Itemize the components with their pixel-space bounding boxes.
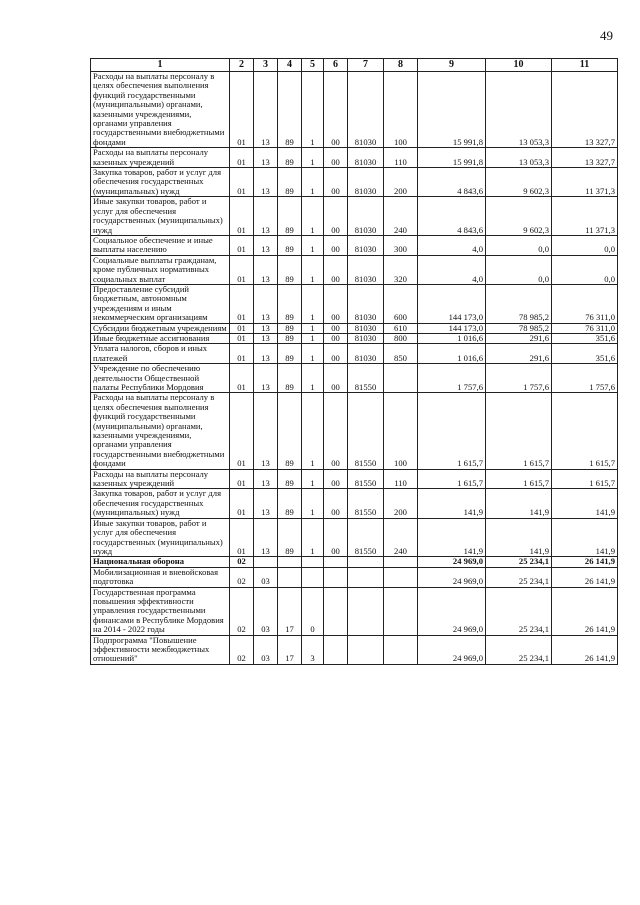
cell-amount-year-3: 141,9	[552, 518, 618, 557]
cell-section-code: 01	[230, 197, 254, 236]
cell-direction-code: 81550	[348, 364, 384, 393]
cell-subprogram-code: 1	[302, 344, 324, 364]
cell-amount-year-3: 26 141,9	[552, 635, 618, 664]
cell-row-name: Социальные выплаты гражданам, кроме публичных нормативных социальных выплат	[91, 255, 230, 284]
cell-event-code: 00	[324, 518, 348, 557]
cell-subsection-code: 13	[254, 489, 278, 518]
table-row	[91, 489, 618, 518]
cell-program-code: 89	[278, 333, 302, 343]
cell-subprogram-code: 1	[302, 72, 324, 148]
cell-event-code	[324, 635, 348, 664]
cell-subsection-code: 03	[254, 635, 278, 664]
cell-amount-year-2: 25 234,1	[486, 587, 552, 635]
cell-amount-year-2: 9 602,3	[486, 168, 552, 197]
cell-amount-year-3: 13 327,7	[552, 148, 618, 168]
cell-amount-year-3: 1 757,6	[552, 364, 618, 393]
cell-subprogram-code: 1	[302, 235, 324, 255]
cell-program-code	[278, 567, 302, 587]
cell-event-code: 00	[324, 235, 348, 255]
cell-expense-type: 110	[384, 469, 418, 489]
cell-subprogram-code: 3	[302, 635, 324, 664]
cell-amount-year-1: 4 843,6	[418, 168, 486, 197]
cell-program-code	[278, 557, 302, 567]
cell-event-code: 00	[324, 284, 348, 323]
cell-row-name: Иные бюджетные ассигнования	[91, 333, 230, 343]
cell-expense-type: 240	[384, 197, 418, 236]
cell-subsection-code: 13	[254, 168, 278, 197]
cell-amount-year-1: 4 843,6	[418, 197, 486, 236]
cell-event-code	[324, 587, 348, 635]
cell-amount-year-3: 141,9	[552, 489, 618, 518]
cell-amount-year-1: 15 991,8	[418, 148, 486, 168]
cell-amount-year-3: 11 371,3	[552, 197, 618, 236]
cell-row-name: Предоставление субсидий бюджетным, автономным учреждениям и иным некоммерческим организациям	[91, 284, 230, 323]
cell-expense-type	[384, 557, 418, 567]
cell-subprogram-code: 1	[302, 255, 324, 284]
cell-amount-year-1: 141,9	[418, 489, 486, 518]
cell-event-code: 00	[324, 489, 348, 518]
cell-amount-year-1: 144 173,0	[418, 284, 486, 323]
column-header: 1	[91, 59, 230, 72]
cell-expense-type	[384, 364, 418, 393]
cell-program-code: 89	[278, 148, 302, 168]
cell-section-code: 01	[230, 168, 254, 197]
column-header: 8	[384, 59, 418, 72]
cell-amount-year-2: 25 234,1	[486, 557, 552, 567]
cell-event-code: 00	[324, 323, 348, 333]
cell-direction-code: 81030	[348, 197, 384, 236]
cell-direction-code: 81030	[348, 148, 384, 168]
cell-program-code: 17	[278, 635, 302, 664]
cell-program-code: 89	[278, 393, 302, 469]
cell-amount-year-2: 1 757,6	[486, 364, 552, 393]
cell-subsection-code: 03	[254, 587, 278, 635]
cell-expense-type: 610	[384, 323, 418, 333]
cell-amount-year-1: 1 016,6	[418, 344, 486, 364]
cell-direction-code: 81030	[348, 255, 384, 284]
cell-amount-year-3: 351,6	[552, 333, 618, 343]
cell-row-name: Расходы на выплаты персоналу в целях обеспечения выполнения функций государственными (муниципальными) органами, казенными учреждениями, органами управления государственными внебюджетными фондами	[91, 72, 230, 148]
cell-program-code: 89	[278, 168, 302, 197]
cell-direction-code: 81550	[348, 489, 384, 518]
cell-amount-year-1: 1 757,6	[418, 364, 486, 393]
cell-section-code: 02	[230, 567, 254, 587]
cell-event-code: 00	[324, 197, 348, 236]
cell-expense-type: 200	[384, 168, 418, 197]
cell-amount-year-2: 13 053,3	[486, 148, 552, 168]
cell-direction-code: 81030	[348, 235, 384, 255]
cell-subsection-code: 13	[254, 148, 278, 168]
column-header: 5	[302, 59, 324, 72]
cell-program-code: 89	[278, 469, 302, 489]
cell-section-code: 01	[230, 469, 254, 489]
cell-subprogram-code: 1	[302, 168, 324, 197]
cell-subprogram-code: 0	[302, 587, 324, 635]
table-header-row	[91, 59, 618, 72]
cell-subprogram-code	[302, 557, 324, 567]
cell-section-code: 01	[230, 344, 254, 364]
cell-expense-type: 240	[384, 518, 418, 557]
cell-subprogram-code: 1	[302, 197, 324, 236]
cell-program-code: 89	[278, 235, 302, 255]
table-row	[91, 333, 618, 343]
cell-row-name: Расходы на выплаты персоналу в целях обеспечения выполнения функций государственными (муниципальными) органами, казенными учреждениями, органами управления государственными внебюджетными фондами	[91, 393, 230, 469]
table-row	[91, 168, 618, 197]
cell-subsection-code	[254, 557, 278, 567]
cell-program-code: 89	[278, 284, 302, 323]
cell-amount-year-2: 1 615,7	[486, 393, 552, 469]
cell-event-code	[324, 557, 348, 567]
budget-table	[90, 58, 618, 665]
cell-direction-code: 81030	[348, 333, 384, 343]
cell-amount-year-1: 15 991,8	[418, 72, 486, 148]
cell-amount-year-2: 9 602,3	[486, 197, 552, 236]
cell-direction-code	[348, 567, 384, 587]
cell-expense-type: 100	[384, 72, 418, 148]
column-header: 6	[324, 59, 348, 72]
column-header: 9	[418, 59, 486, 72]
cell-expense-type	[384, 587, 418, 635]
cell-event-code: 00	[324, 364, 348, 393]
cell-event-code: 00	[324, 168, 348, 197]
cell-expense-type: 110	[384, 148, 418, 168]
table-row	[91, 635, 618, 664]
cell-subsection-code: 13	[254, 518, 278, 557]
cell-program-code: 17	[278, 587, 302, 635]
cell-section-code: 01	[230, 323, 254, 333]
cell-subprogram-code: 1	[302, 489, 324, 518]
cell-row-name: Мобилизационная и вневойсковая подготовка	[91, 567, 230, 587]
cell-program-code: 89	[278, 255, 302, 284]
cell-program-code: 89	[278, 197, 302, 236]
cell-row-name: Подпрограмма "Повышение эффективности межбюджетных отношений"	[91, 635, 230, 664]
cell-subsection-code: 13	[254, 235, 278, 255]
cell-amount-year-1: 24 969,0	[418, 557, 486, 567]
cell-row-name: Уплата налогов, сборов и иных платежей	[91, 344, 230, 364]
cell-amount-year-1: 24 969,0	[418, 635, 486, 664]
cell-section-code: 01	[230, 333, 254, 343]
cell-subsection-code: 13	[254, 333, 278, 343]
cell-subprogram-code: 1	[302, 284, 324, 323]
cell-program-code: 89	[278, 489, 302, 518]
cell-subsection-code: 13	[254, 323, 278, 333]
table-row	[91, 518, 618, 557]
cell-direction-code	[348, 587, 384, 635]
cell-amount-year-1: 1 615,7	[418, 393, 486, 469]
cell-program-code: 89	[278, 72, 302, 148]
cell-amount-year-1: 141,9	[418, 518, 486, 557]
table-row	[91, 557, 618, 567]
cell-amount-year-2: 25 234,1	[486, 635, 552, 664]
table-row	[91, 344, 618, 364]
cell-expense-type: 850	[384, 344, 418, 364]
cell-section-code: 02	[230, 635, 254, 664]
cell-section-code: 02	[230, 587, 254, 635]
cell-event-code: 00	[324, 148, 348, 168]
cell-amount-year-3: 0,0	[552, 235, 618, 255]
cell-subprogram-code	[302, 567, 324, 587]
cell-expense-type: 300	[384, 235, 418, 255]
cell-row-name: Государственная программа повышения эффективности управления государственными финансами в Республике Мордовия на 2014 - 2022 годы	[91, 587, 230, 635]
cell-amount-year-2: 78 985,2	[486, 323, 552, 333]
table-row	[91, 148, 618, 168]
table-row	[91, 284, 618, 323]
cell-program-code: 89	[278, 344, 302, 364]
cell-subsection-code: 13	[254, 284, 278, 323]
column-header: 3	[254, 59, 278, 72]
cell-section-code: 01	[230, 364, 254, 393]
cell-subsection-code: 13	[254, 255, 278, 284]
cell-direction-code: 81550	[348, 393, 384, 469]
cell-program-code: 89	[278, 364, 302, 393]
cell-row-name: Иные закупки товаров, работ и услуг для обеспечения государственных (муниципальных) нужд	[91, 197, 230, 236]
cell-direction-code: 81030	[348, 323, 384, 333]
table-row	[91, 323, 618, 333]
cell-section-code: 01	[230, 284, 254, 323]
cell-section-code: 01	[230, 489, 254, 518]
cell-expense-type	[384, 635, 418, 664]
cell-section-code: 02	[230, 557, 254, 567]
cell-event-code: 00	[324, 393, 348, 469]
cell-subprogram-code: 1	[302, 518, 324, 557]
column-header: 4	[278, 59, 302, 72]
cell-amount-year-3: 1 615,7	[552, 393, 618, 469]
cell-amount-year-2: 291,6	[486, 344, 552, 364]
cell-amount-year-3: 11 371,3	[552, 168, 618, 197]
cell-amount-year-2: 0,0	[486, 255, 552, 284]
column-header: 11	[552, 59, 618, 72]
cell-subsection-code: 13	[254, 72, 278, 148]
cell-row-name: Национальная оборона	[91, 557, 230, 567]
cell-event-code: 00	[324, 72, 348, 148]
cell-subprogram-code: 1	[302, 333, 324, 343]
table-row	[91, 72, 618, 148]
cell-event-code: 00	[324, 333, 348, 343]
cell-row-name: Иные закупки товаров, работ и услуг для обеспечения государственных (муниципальных) нужд	[91, 518, 230, 557]
cell-amount-year-1: 144 173,0	[418, 323, 486, 333]
cell-row-name: Закупка товаров, работ и услуг для обеспечения государственных (муниципальных) нужд	[91, 168, 230, 197]
cell-expense-type: 100	[384, 393, 418, 469]
cell-expense-type	[384, 567, 418, 587]
cell-subsection-code: 13	[254, 364, 278, 393]
cell-expense-type: 600	[384, 284, 418, 323]
table-row	[91, 393, 618, 469]
cell-subsection-code: 13	[254, 344, 278, 364]
table-row	[91, 469, 618, 489]
cell-amount-year-2: 141,9	[486, 489, 552, 518]
cell-amount-year-3: 0,0	[552, 255, 618, 284]
cell-amount-year-1: 1 016,6	[418, 333, 486, 343]
cell-amount-year-3: 1 615,7	[552, 469, 618, 489]
cell-amount-year-2: 25 234,1	[486, 567, 552, 587]
cell-amount-year-3: 26 141,9	[552, 567, 618, 587]
cell-amount-year-1: 4,0	[418, 235, 486, 255]
cell-section-code: 01	[230, 72, 254, 148]
page-number: 49	[600, 28, 613, 43]
cell-amount-year-1: 24 969,0	[418, 587, 486, 635]
cell-event-code: 00	[324, 255, 348, 284]
cell-amount-year-3: 351,6	[552, 344, 618, 364]
cell-subsection-code: 13	[254, 197, 278, 236]
cell-section-code: 01	[230, 255, 254, 284]
cell-subprogram-code: 1	[302, 323, 324, 333]
cell-amount-year-2: 0,0	[486, 235, 552, 255]
cell-row-name: Расходы на выплаты персоналу казенных учреждений	[91, 148, 230, 168]
cell-row-name: Закупка товаров, работ и услуг для обеспечения государственных (муниципальных) нужд	[91, 489, 230, 518]
cell-direction-code: 81030	[348, 168, 384, 197]
cell-direction-code: 81550	[348, 518, 384, 557]
cell-direction-code: 81030	[348, 344, 384, 364]
cell-subprogram-code: 1	[302, 364, 324, 393]
table-row	[91, 567, 618, 587]
cell-amount-year-3: 13 327,7	[552, 72, 618, 148]
cell-event-code: 00	[324, 344, 348, 364]
cell-amount-year-2: 1 615,7	[486, 469, 552, 489]
column-header: 2	[230, 59, 254, 72]
cell-amount-year-2: 78 985,2	[486, 284, 552, 323]
cell-subsection-code: 13	[254, 469, 278, 489]
table-body	[91, 72, 618, 665]
cell-direction-code: 81030	[348, 284, 384, 323]
cell-subsection-code: 13	[254, 393, 278, 469]
cell-row-name: Расходы на выплаты персоналу казенных учреждений	[91, 469, 230, 489]
cell-section-code: 01	[230, 148, 254, 168]
cell-row-name: Социальное обеспечение и иные выплаты населению	[91, 235, 230, 255]
table-row	[91, 364, 618, 393]
cell-amount-year-2: 13 053,3	[486, 72, 552, 148]
cell-subprogram-code: 1	[302, 469, 324, 489]
cell-amount-year-3: 26 141,9	[552, 587, 618, 635]
cell-program-code: 89	[278, 518, 302, 557]
cell-direction-code	[348, 635, 384, 664]
cell-amount-year-2: 141,9	[486, 518, 552, 557]
cell-row-name: Учреждение по обеспечению деятельности Общественной палаты Республики Мордовия	[91, 364, 230, 393]
cell-direction-code	[348, 557, 384, 567]
cell-amount-year-3: 76 311,0	[552, 323, 618, 333]
column-header: 10	[486, 59, 552, 72]
cell-direction-code: 81550	[348, 469, 384, 489]
cell-program-code: 89	[278, 323, 302, 333]
cell-event-code	[324, 567, 348, 587]
cell-row-name: Субсидии бюджетным учреждениям	[91, 323, 230, 333]
cell-direction-code: 81030	[348, 72, 384, 148]
cell-amount-year-1: 4,0	[418, 255, 486, 284]
cell-expense-type: 200	[384, 489, 418, 518]
cell-section-code: 01	[230, 393, 254, 469]
cell-expense-type: 320	[384, 255, 418, 284]
table-row	[91, 255, 618, 284]
table-row	[91, 235, 618, 255]
cell-subsection-code: 03	[254, 567, 278, 587]
cell-expense-type: 800	[384, 333, 418, 343]
column-header: 7	[348, 59, 384, 72]
cell-amount-year-1: 1 615,7	[418, 469, 486, 489]
cell-amount-year-3: 26 141,9	[552, 557, 618, 567]
cell-amount-year-2: 291,6	[486, 333, 552, 343]
cell-section-code: 01	[230, 518, 254, 557]
table-row	[91, 587, 618, 635]
cell-amount-year-1: 24 969,0	[418, 567, 486, 587]
cell-subprogram-code: 1	[302, 148, 324, 168]
cell-amount-year-3: 76 311,0	[552, 284, 618, 323]
cell-event-code: 00	[324, 469, 348, 489]
cell-section-code: 01	[230, 235, 254, 255]
cell-subprogram-code: 1	[302, 393, 324, 469]
table-row	[91, 197, 618, 236]
